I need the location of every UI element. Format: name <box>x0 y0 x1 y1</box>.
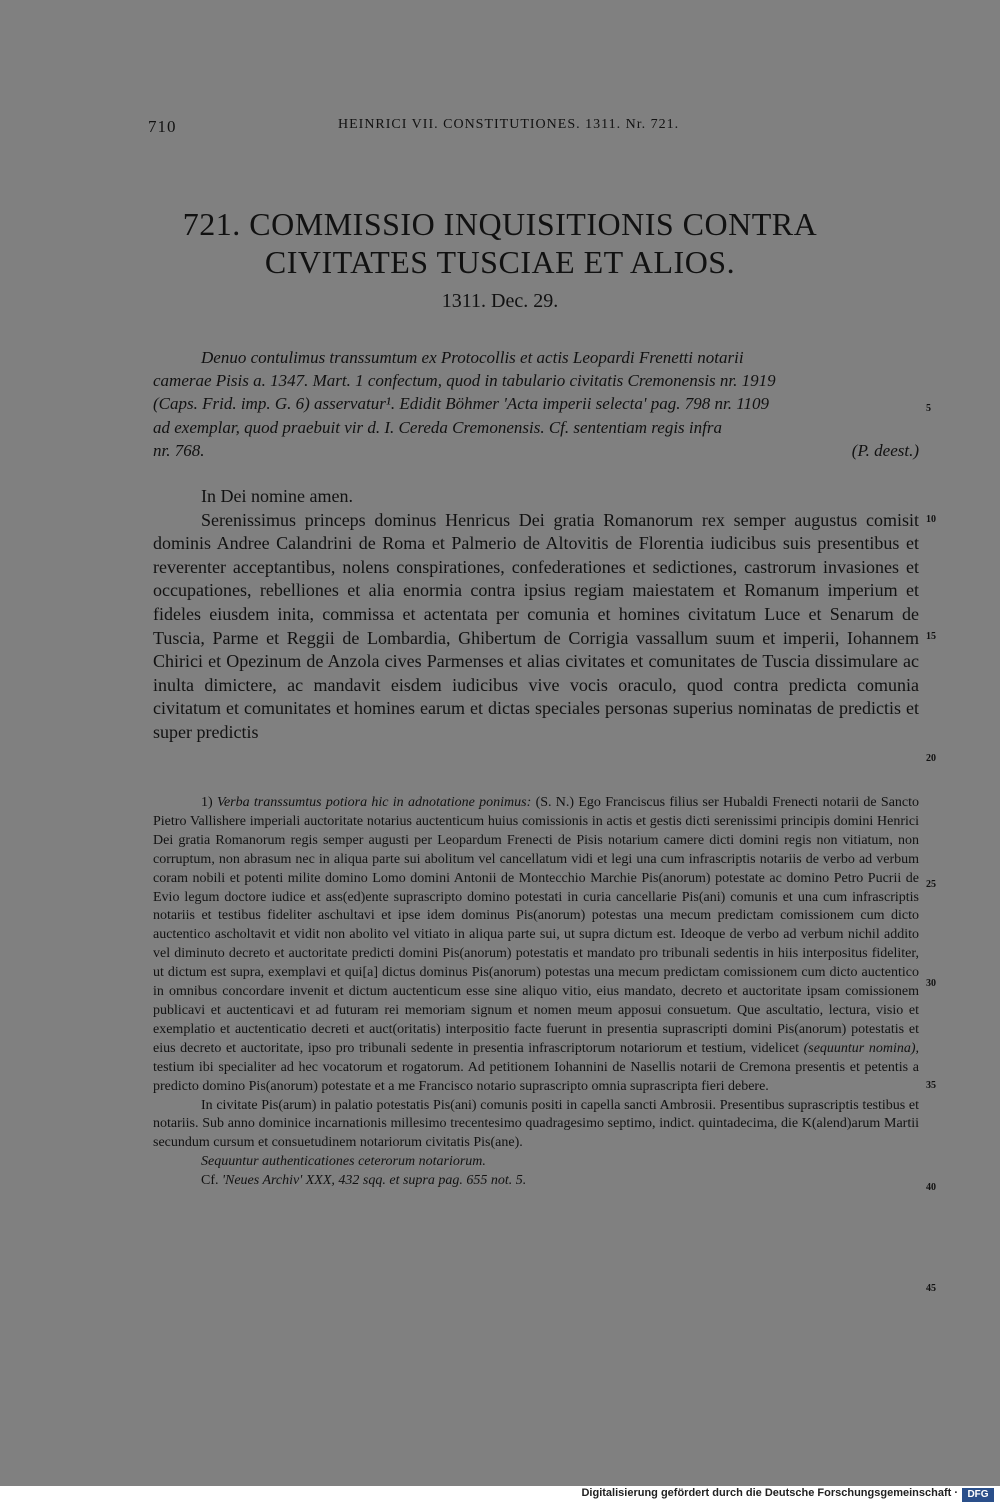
document-body <box>153 485 919 745</box>
line-number: 35 <box>926 1080 936 1091</box>
footnote-text: (S. N.) Ego Franciscus filius ser Hubaldi Frenecti notarii de Sancto Pietro Vallishere imperiali auctoritate notarius auctenticum huius comissionis in actis et gestis dicti serenissimi principis domini Henrici Dei gratia Romanorum regis semper augusti per Leopardum Frenecti de Pisis notarium camere dicti domini regis non vitiatum, non corruptum, non abrasum nec in aliqua parte sui abolitum vel cancellatum vidi et legi una cum infrascriptis notariis de verbo ad verbum coram nobili et potenti milite domino Lomo domini Antonii de Montecchio Marchie Pis(anorum) potestate ac domino Petro Pucrii de Evio legum doctore iudice et ass(ed)ente suprascripto domino potestati in curia cancellarie Pis(ani) comunis et una cum infrascriptis notariis et testibus fideliter aschultavi et ipse idem dominus Pis(anorum) potestas una mecum predictam comissionem cum dicto auctentico ascholtavit et vidit non abolito vel vitiato in aliqua parte sui, ut supra dictum est. Ideoque de verbo ad verbum nichil addito vel diminuto decreto et auctoritate predicti domini Pis(anorum) potestatis et mandato pro tribunali sedentis in hiis interpositus fideliter, ut dictum est supra, exemplavi et qui[a] dictus dominus Pis(anorum) potestas una mecum predictam comissionem cum dicto auctentico in omnibus concordare invenit et dictum auctenticum esse sine aliquo vitio, eius mandato, decreto et auctoritate ipsam comissionem publicavi et auctenticavi et ad futuram rei memoriam signum et nomen meum apposui consuetum. Que ascultatio, lectura, visio et exemplatio et auctenticatio decreti et auct(oritatis) interpositio facte fuerunt in presentia suprascripti domini Pis(anorum) potestatis et eius decreto et auctoritate, ipso pro tribunali sedente in presentia infrascriptorum notariorum et testium, videlicet <box>153 795 920 1056</box>
footnote-1 <box>153 794 919 1097</box>
intro-last-line <box>153 439 919 462</box>
document-title-line-1: 721. COMMISSIO INQUISITIONIS CONTRA <box>182 206 818 242</box>
footnote-names: (sequuntur nomina), <box>803 1040 920 1056</box>
page-number: 710 <box>148 117 177 136</box>
intro-reference: nr. 768. <box>153 440 205 460</box>
footnote-marker: 1) <box>201 795 213 810</box>
footnote-text-continued: testium ibi specialiter ad hec vocatorum et rogatorum. Ad petitionem Iohannini de Nasellis notarii de Cremona presentis et petentis a predicto domino Pis(anorum) potestate et a me Francisco notario suprascripto omnia suprascripta fieri debere. <box>153 1059 919 1094</box>
intro-line: camerae Pisis a. 1347. Mart. 1 confectum, quod in tabulario civitatis Cremonensis nr. 1919 <box>153 371 776 391</box>
intro-line: (Caps. Frid. imp. G. 6) asservatur¹. Edidit Böhmer 'Acta imperii selecta' pag. 798 nr. 1109 <box>153 394 769 414</box>
document-title <box>150 205 850 281</box>
intro-line: Denuo contulimus transsumtum ex Protocollis et actis Leopardi Frenetti notarii <box>201 348 744 367</box>
document-date: 1311. Dec. 29. <box>441 290 559 312</box>
line-number: 20 <box>926 753 936 764</box>
line-number: 25 <box>926 879 936 890</box>
invocation: In Dei nomine amen. <box>201 486 353 506</box>
editorial-introduction <box>153 346 919 462</box>
document-title-line-2: CIVITATES TUSCIAE ET ALIOS. <box>264 244 736 280</box>
intro-line: ad exemplar, quod praebuit vir d. I. Cereda Cremonensis. Cf. sententiam regis infra <box>153 417 722 437</box>
running-title: HEINRICI VII. CONSTITUTIONES. 1311. Nr. 721. <box>338 117 680 132</box>
line-number: 45 <box>926 1283 936 1294</box>
line-number: 5 <box>926 403 931 414</box>
main-paragraph: Serenissimus princeps dominus Henricus Dei gratia Romanorum rex semper augustus comisit dominis Andree Calandrini de Roma et Palmerio de Altovitis de Florentia iudicibus suis presentibus et reverenter acceptantibus, nolens conspirationes, confederationes et sedictiones, castrorum invasiones et occupationes, rebelliones et alia enormia contra ipsius regiam maiestatem et Romanum imperium et fideles eiusdem inita, commissa et actentata per comunia et homines civitatum Luce et Senarum de Tuscia, Parme et Reggii de Lombardia, Ghibertum de Corrigia vassallum suum et imperii, Iohannem Chirici et Opezinum de Anzola cives Parmenses et alias civitates et comunitates de Tuscia dissimulare ac inulta dimictere, ac mandavit eisdem iudicibus vive vocis oraculo, quod contra predicta comunia civitatum et comunitates et homines earum et dictas speciales personas superius nominatas de predictis et super predictis <box>153 509 919 742</box>
footnote-cf: Cf. <box>201 1173 219 1189</box>
line-number: 10 <box>926 514 936 525</box>
footnote-place-date: In civitate Pis(arum) in palatio potestatis Pis(ani) comunis positi in capella sancti Ambrosii. Presentibus suprascriptis testibus et notariis. Sub anno dominice incarnationis millesimo trecentesimo quadragesimo septimo, indict. quintadecima, die K(alend)arum Martii secundum cursum et consuetudinem notariorum civitatis Pis(ane). <box>153 1097 919 1151</box>
footnotes <box>153 794 919 1191</box>
footnote-authentications: Sequuntur authenticationes ceterorum notariorum. <box>201 1154 486 1170</box>
footnote-reference-text: 'Neues Archiv' XXX, 432 sqq. et supra pag. 655 not. 5. <box>222 1173 527 1189</box>
line-number: 30 <box>926 978 936 989</box>
line-number: 40 <box>926 1182 936 1193</box>
digitization-credit: Digitalisierung gefördert durch die Deutsche Forschungsgemeinschaft · <box>581 1487 958 1499</box>
dfg-logo: DFG <box>962 1488 994 1502</box>
footnote-intro: Verba transsumtus potiora hic in adnotatione ponimus: <box>216 795 532 810</box>
intro-siglum: (P. deest.) <box>851 440 919 460</box>
line-number: 15 <box>926 631 936 642</box>
footnote-reference <box>153 1172 919 1191</box>
